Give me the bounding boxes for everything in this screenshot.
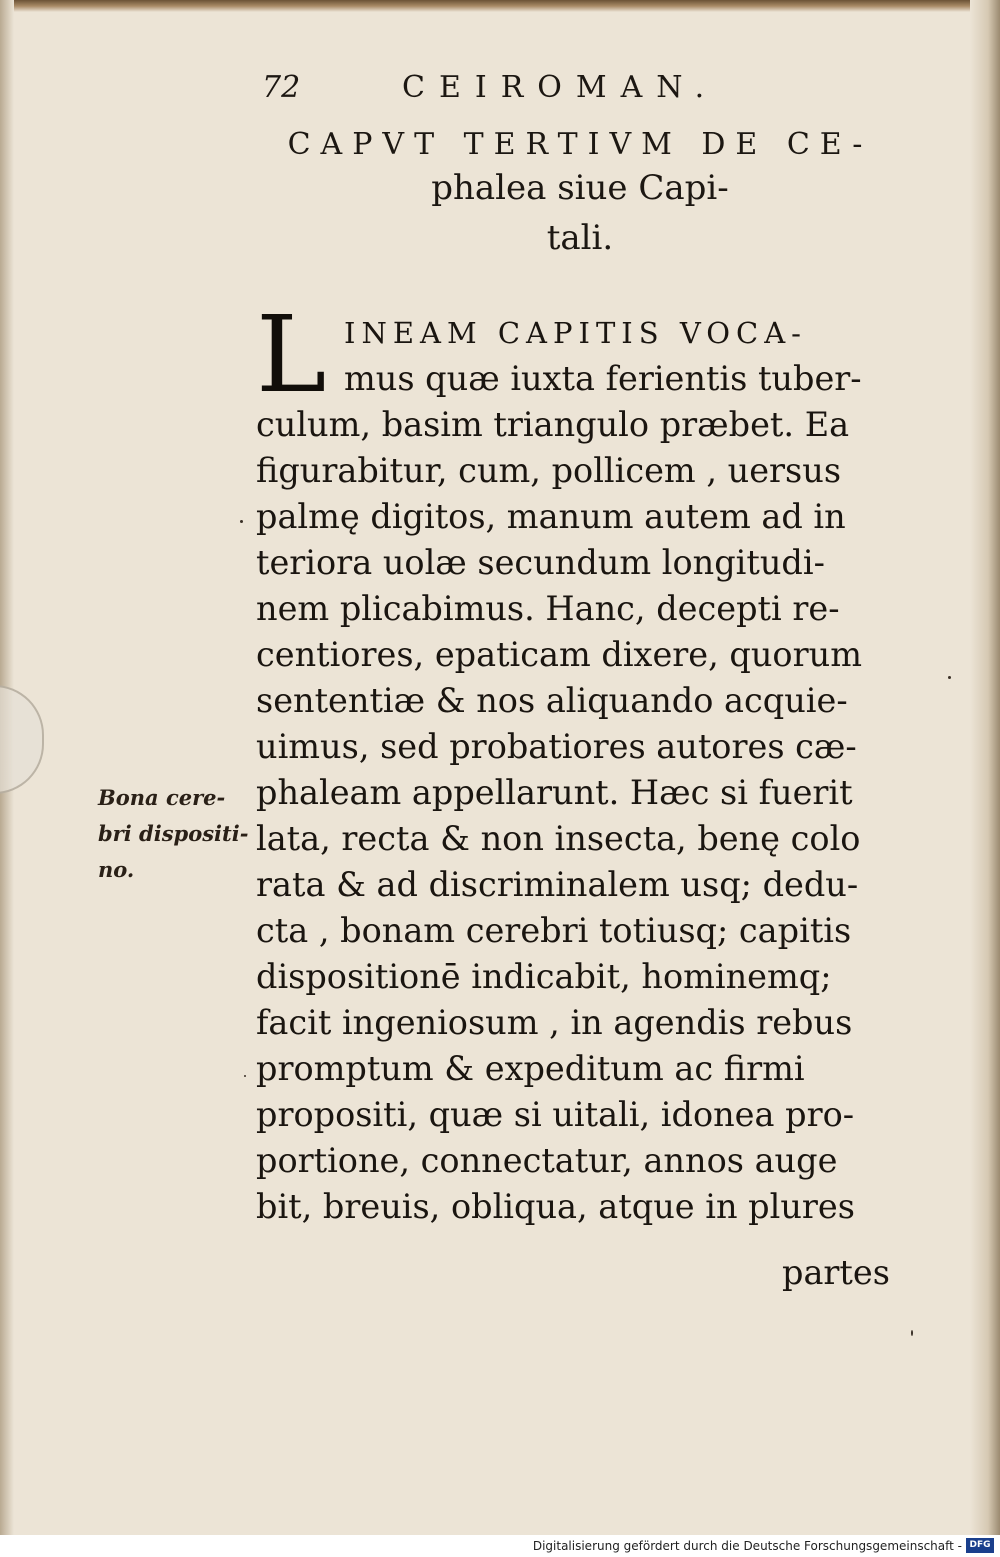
marginal-note-line: no. [98,857,135,882]
body-line: portione, connectatur, annos auge [256,1141,838,1180]
body-line: dispositionē indicabit, hominemq; [256,957,832,996]
body-line: teriora uolæ secundum longitudi- [256,543,825,582]
digitization-footer [0,1535,1000,1557]
page-top-edge [0,0,1000,12]
body-line: mus quæ iuxta ferientis tuber- [344,359,862,398]
body-line: nem plicabimus. Hanc, decepti re- [256,589,840,628]
body-line: palmę digitos, manum autem ad in [256,497,846,536]
body-text [256,293,906,1230]
marginal-note [98,780,248,888]
body-line: bit, breuis, obliqua, atque in plures [256,1187,855,1226]
chapter-heading [255,125,905,261]
catchword: partes [782,1253,890,1292]
chapter-heading-line: CAPVT TERTIVM DE CE- [287,127,873,162]
body-line: culum, basim triangulo præbet. Ea [256,405,850,444]
marginal-note-line: Bona cere- [98,785,226,810]
page-tab-marker [0,685,44,794]
body-line: centiores, epaticam dixere, quorum [256,635,862,674]
body-line: figurabitur, cum, pollicem , uersus [256,451,842,490]
body-line: sententiæ & nos aliquando acquie- [256,681,848,720]
chapter-heading-line: tali. [546,218,614,258]
body-line: propositi, quæ si uitali, idonea pro- [256,1095,855,1134]
body-line: rata & ad discriminalem usq; dedu- [256,865,859,904]
marginal-note-line: bri dispositi- [98,821,249,846]
dfg-logo: DFG [966,1538,994,1553]
page-fore-edge [970,0,1000,1535]
funding-credit: Digitalisierung gefördert durch die Deutsche Forschungsgemeinschaft - [532,1539,962,1553]
running-title: CEIROMAN. [402,70,719,105]
body-line: INEAM CAPITIS VOCA- [344,316,807,350]
body-line: lata, recta & non insecta, benę colo [256,819,861,858]
body-line: uimus, sed probatiores autores cæ- [256,727,857,766]
body-line: facit ingeniosum , in agendis rebus [256,1003,853,1042]
drop-cap: L [256,293,327,416]
body-line: promptum & expeditum ac firmi [256,1049,805,1088]
chapter-heading-line: phalea siue Capi- [431,168,729,208]
running-head [262,70,822,110]
body-line: cta , bonam cerebri totiusq; capitis [256,911,852,950]
body-line: phaleam appellarunt. Hæc si fuerit [256,773,853,812]
page-number: 72 [262,70,301,105]
